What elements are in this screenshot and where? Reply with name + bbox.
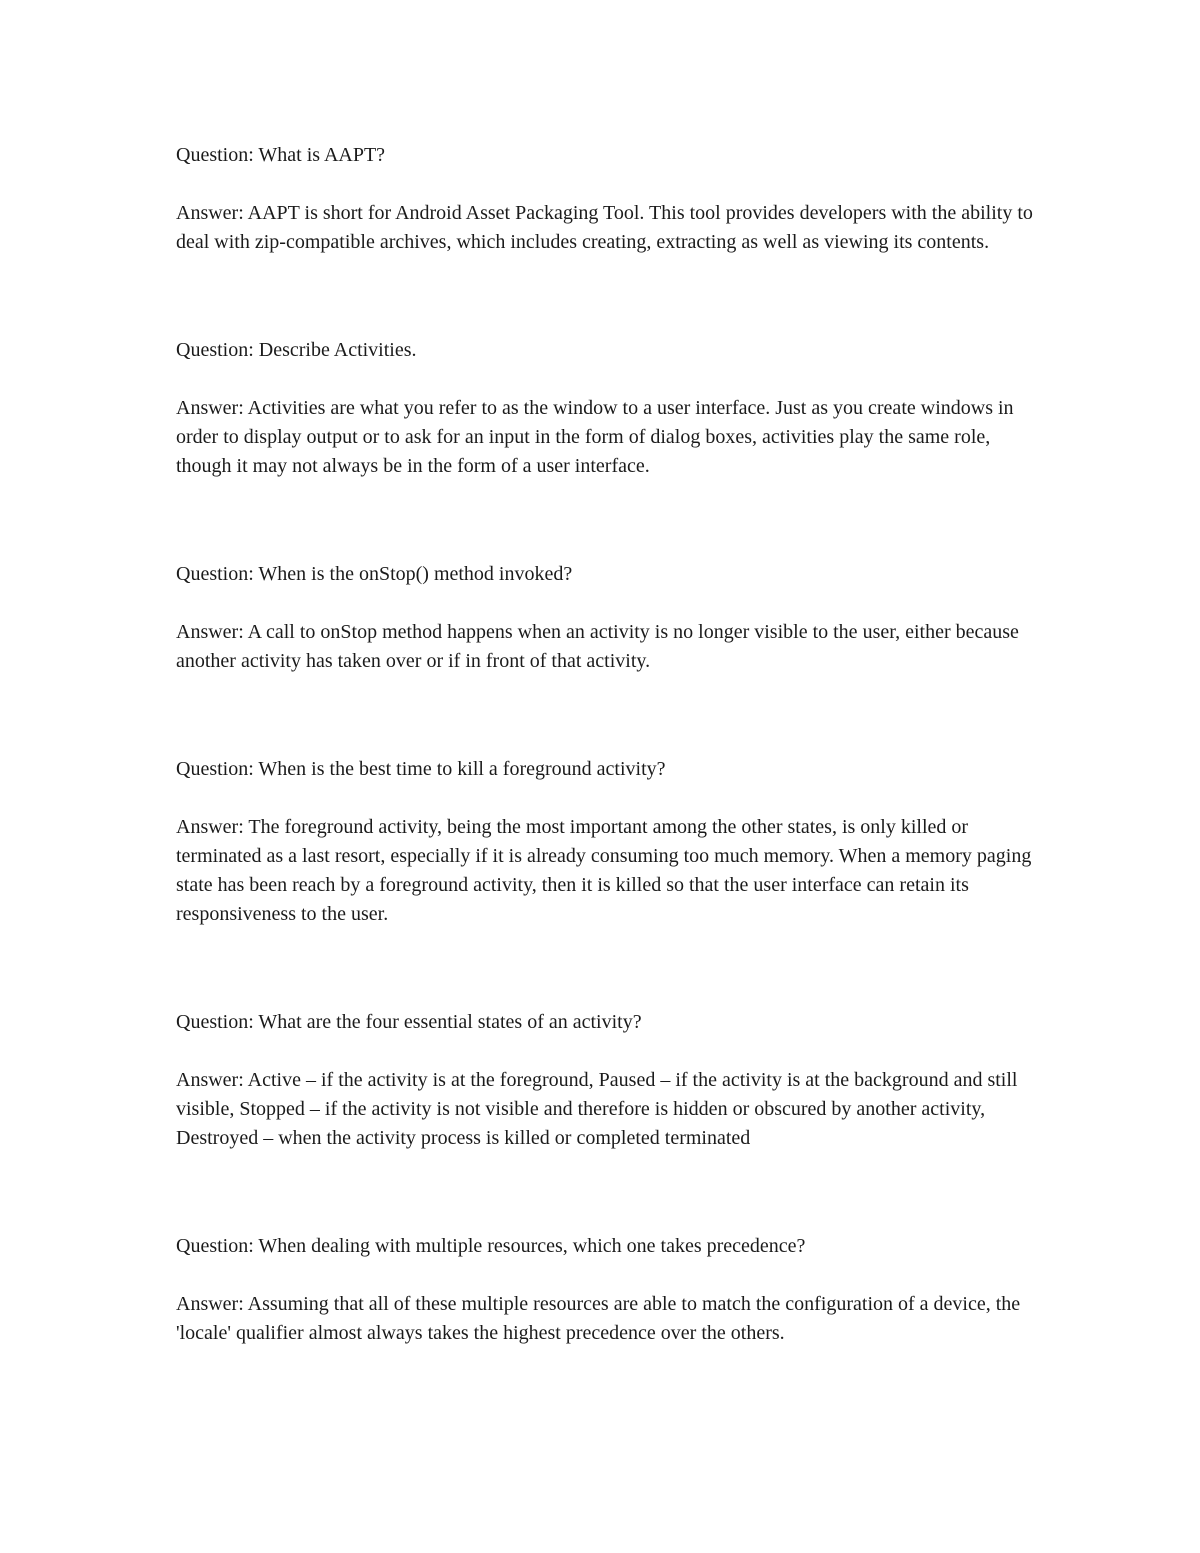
question-text: Question: What are the four essential states of an activity? [176, 1011, 642, 1033]
answer-text: Answer: A call to onStop method happens when an activity is no longer visible to the user, either because another activity has taken over or if in front of that activity. [176, 621, 1019, 672]
answer-text: Answer: AAPT is short for Android Asset Packaging Tool. This tool provides developers with the ability to deal with zip-compatible archives, which includes creating, extracting as well as viewing its contents. [176, 202, 1033, 253]
answer-text: Answer: Assuming that all of these multiple resources are able to match the configuration of a device, the 'locale' qualifier almost always takes the highest precedence over the others. [176, 1293, 1021, 1344]
qa-block [176, 560, 1036, 676]
question-text: Question: When is the best time to kill a foreground activity? [176, 758, 666, 780]
question-text: Question: Describe Activities. [176, 339, 417, 361]
qa-block [176, 336, 1036, 481]
qa-block [176, 755, 1036, 929]
qa-block [176, 1008, 1036, 1153]
question-text: Question: What is AAPT? [176, 144, 386, 166]
document-body [176, 141, 1036, 1348]
qa-block [176, 1232, 1036, 1348]
question-text: Question: When dealing with multiple resources, which one takes precedence? [176, 1235, 806, 1257]
question-text: Question: When is the onStop() method invoked? [176, 563, 573, 585]
answer-text: Answer: Active – if the activity is at the foreground, Paused – if the activity is at the background and still visible, Stopped – if the activity is not visible and therefore is hidden or obscured by another activity, Destroyed – when the activity process is killed or completed terminated [176, 1069, 1018, 1149]
answer-text: Answer: Activities are what you refer to as the window to a user interface. Just as you create windows in order to display output or to ask for an input in the form of dialog boxes, activities play the same role, though it may not always be in the form of a user interface. [176, 397, 1014, 477]
answer-text: Answer: The foreground activity, being the most important among the other states, is only killed or terminated as a last resort, especially if it is already consuming too much memory. When a memory paging state has been reach by a foreground activity, then it is killed so that the user interface can retain its responsiveness to the user. [176, 816, 1032, 925]
qa-block [176, 141, 1036, 257]
